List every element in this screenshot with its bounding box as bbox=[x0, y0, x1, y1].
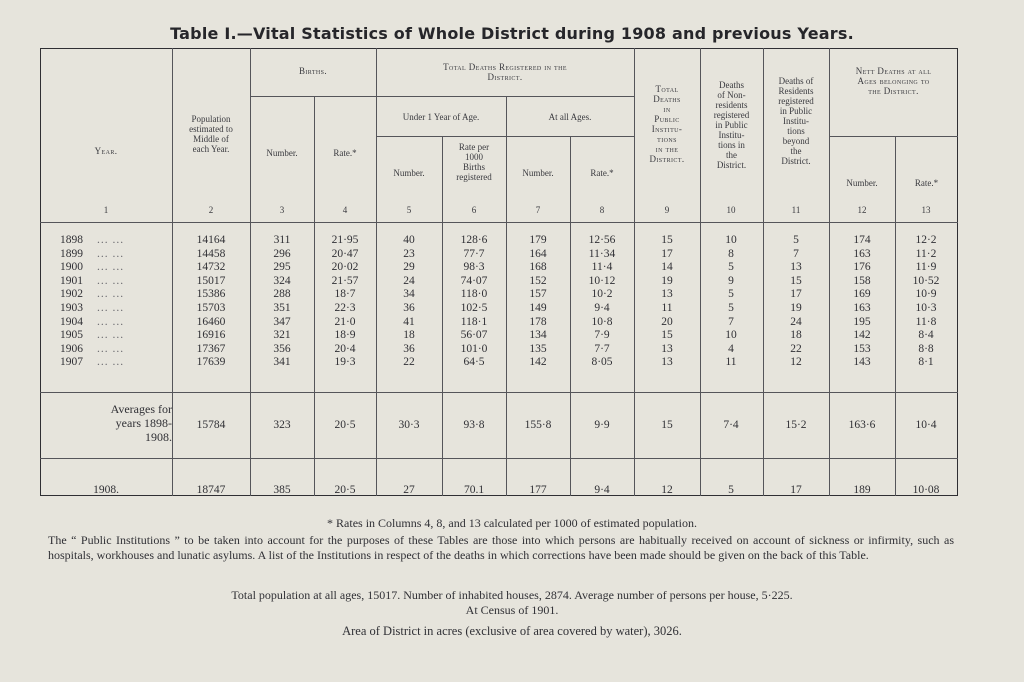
rule-h-births bbox=[250, 96, 376, 97]
table-cell: 164 bbox=[529, 247, 547, 260]
area-line: Area of District in acres (exclusive of area covered by water), 3026. bbox=[342, 624, 682, 638]
table-cell: 149 bbox=[529, 302, 547, 314]
rule-h-nett bbox=[829, 136, 958, 137]
table-cell: 11·34 bbox=[588, 247, 616, 260]
column-number: 9 bbox=[664, 205, 670, 215]
row-year-value: 1899 bbox=[60, 247, 83, 260]
header-non-residents: Deaths of Non- residents registered in Public Institu- tions in the District. bbox=[713, 80, 750, 170]
row-year-value: 1904 bbox=[60, 315, 83, 328]
row-year-value: 1903 bbox=[60, 302, 83, 314]
table-cell: 15 bbox=[790, 274, 802, 287]
column-number: 2 bbox=[208, 205, 214, 215]
table-cell: 18 bbox=[790, 329, 802, 342]
table-cell: 36 bbox=[403, 342, 415, 355]
table-cell: 15 bbox=[661, 234, 673, 246]
rule-h-averages bbox=[40, 392, 958, 393]
column-number: 13 bbox=[921, 205, 931, 215]
table-cell: 10·52 bbox=[912, 274, 940, 287]
table-cell: 21·0 bbox=[334, 315, 356, 328]
current-year-cell: 12 bbox=[661, 484, 673, 496]
table-cell: 9 bbox=[728, 274, 734, 287]
table-cell: 29 bbox=[403, 261, 415, 274]
current-year-cell: 18747 bbox=[196, 484, 226, 496]
table-cell: 11 bbox=[725, 356, 737, 369]
table-cell: 7 bbox=[728, 315, 734, 328]
table-cell: 56·07 bbox=[460, 329, 488, 342]
table-cell: 13 bbox=[661, 342, 673, 355]
averages-cell: 10·4 bbox=[915, 419, 937, 431]
current-year-cell: 17 bbox=[790, 484, 802, 496]
table-cell: 11·9 bbox=[915, 261, 937, 274]
table-cell: 118·0 bbox=[460, 288, 488, 301]
leader-dots: ... ... bbox=[97, 261, 125, 274]
institutions-paragraph: The “ Public Institutions ” to be taken into account for the purposes of these Tables are those into which persons are habitually received on account of sickness or infirmity, such as hospitals, workhouses and lunatic asylums. A list of the Institutions in respect of the deaths in which corrections have been made should be given on the back of this Table. bbox=[48, 533, 954, 562]
table-cell: 19 bbox=[661, 274, 673, 287]
column-number: 4 bbox=[342, 205, 348, 215]
table-cell: 7·9 bbox=[594, 329, 610, 342]
table-cell: 321 bbox=[273, 329, 291, 342]
table-cell: 7·7 bbox=[594, 342, 610, 355]
table-cell: 7 bbox=[793, 247, 799, 260]
table-cell: 101·0 bbox=[460, 342, 488, 355]
table-cell: 13 bbox=[661, 356, 673, 369]
table-cell: 21·57 bbox=[331, 274, 359, 287]
averages-label: Averages for years 1898- 1908. bbox=[110, 402, 172, 444]
column-number: 8 bbox=[599, 205, 605, 215]
leader-dots: ... ... bbox=[97, 274, 125, 287]
averages-cell: 15 bbox=[661, 419, 673, 431]
column-number: 7 bbox=[535, 205, 541, 215]
population-line: Total population at all ages, 15017. Number of inhabited houses, 2874. Average number of persons per house, 5·225. bbox=[231, 588, 793, 602]
table-cell: 179 bbox=[529, 234, 547, 246]
column-number: 6 bbox=[471, 205, 477, 215]
column-number: 11 bbox=[791, 205, 801, 215]
column-number: 10 bbox=[726, 205, 736, 215]
table-cell: 12·56 bbox=[588, 234, 616, 246]
leader-dots: ... ... bbox=[97, 315, 125, 328]
column-number: 5 bbox=[406, 205, 412, 215]
table-cell: 40 bbox=[403, 234, 415, 246]
table-cell: 169 bbox=[853, 288, 871, 301]
rule-h-current bbox=[40, 458, 958, 459]
row-year-value: 1900 bbox=[60, 261, 83, 274]
header-year: Year. bbox=[94, 146, 118, 156]
table-cell: 19 bbox=[790, 302, 802, 314]
table-cell: 163 bbox=[853, 302, 871, 314]
header-under1: Under 1 Year of Age. bbox=[402, 112, 480, 122]
row-year bbox=[60, 356, 124, 368]
table-cell: 14164 bbox=[196, 234, 226, 246]
current-year-cell: 9·4 bbox=[594, 484, 610, 496]
table-cell: 174 bbox=[853, 234, 871, 246]
table-cell: 22 bbox=[790, 342, 802, 355]
table-cell: 163 bbox=[853, 247, 871, 260]
table-cell: 13 bbox=[790, 261, 802, 274]
table-cell: 98·3 bbox=[463, 261, 485, 274]
table-cell: 8·4 bbox=[918, 329, 934, 342]
table-cell: 14458 bbox=[196, 247, 226, 260]
averages-cell: 323 bbox=[273, 419, 291, 431]
current-year-cell: 70.1 bbox=[463, 484, 485, 496]
table-cell: 64·5 bbox=[463, 356, 485, 369]
table-cell: 19·3 bbox=[334, 356, 356, 369]
table-cell: 16460 bbox=[196, 315, 226, 328]
header-births-number: Number. bbox=[266, 148, 298, 158]
header-nett-rate: Rate.* bbox=[914, 178, 939, 188]
leader-dots: ... ... bbox=[97, 342, 125, 355]
table-cell: 9·4 bbox=[594, 302, 610, 314]
table-cell: 14 bbox=[661, 261, 673, 274]
row-year bbox=[60, 234, 124, 246]
table-cell: 5 bbox=[728, 261, 734, 274]
table-cell: 17 bbox=[790, 288, 802, 301]
table-cell: 24 bbox=[790, 315, 802, 328]
table-cell: 4 bbox=[728, 342, 734, 355]
table-cell: 10·9 bbox=[915, 288, 937, 301]
table-cell: 195 bbox=[853, 315, 871, 328]
row-year-value: 1898 bbox=[60, 234, 83, 246]
table-cell: 17367 bbox=[196, 342, 226, 355]
row-year-value: 1905 bbox=[60, 329, 83, 342]
census-line: At Census of 1901. bbox=[465, 603, 559, 617]
current-year-cell: 10·08 bbox=[912, 484, 940, 496]
leader-dots: ... ... bbox=[97, 329, 125, 342]
row-year bbox=[60, 288, 124, 300]
table-cell: 356 bbox=[273, 342, 291, 355]
header-total-deaths: Total Deaths Registered in the District. bbox=[443, 62, 567, 82]
row-year-value: 1901 bbox=[60, 274, 83, 287]
averages-cell: 93·8 bbox=[463, 419, 485, 431]
table-cell: 10 bbox=[725, 329, 737, 342]
current-year-cell: 20·5 bbox=[334, 484, 356, 496]
column-number: 12 bbox=[857, 205, 867, 215]
row-year bbox=[60, 302, 124, 314]
header-public-institutions: Total Deaths in Public Institu- tions in the District. bbox=[649, 84, 685, 164]
table-cell: 24 bbox=[403, 274, 415, 287]
averages-cell: 15784 bbox=[196, 419, 226, 431]
table-cell: 288 bbox=[273, 288, 291, 301]
table-cell: 15386 bbox=[196, 288, 226, 301]
table-cell: 22·3 bbox=[334, 302, 356, 314]
rule-h-deaths bbox=[376, 96, 634, 97]
column-number: 1 bbox=[103, 205, 109, 215]
row-year-value: 1907 bbox=[60, 356, 83, 369]
table-cell: 16916 bbox=[196, 329, 226, 342]
table-cell: 18 bbox=[403, 329, 415, 342]
table-cell: 157 bbox=[529, 288, 547, 301]
leader-dots: ... ... bbox=[97, 288, 125, 301]
leader-dots: ... ... bbox=[97, 247, 125, 260]
leader-dots: ... ... bbox=[97, 234, 125, 246]
table-cell: 10·8 bbox=[591, 315, 613, 328]
row-year-value: 1906 bbox=[60, 342, 83, 355]
table-cell: 178 bbox=[529, 315, 547, 328]
table-cell: 10·12 bbox=[588, 274, 616, 287]
table-cell: 158 bbox=[853, 274, 871, 287]
table-cell: 351 bbox=[273, 302, 291, 314]
header-under1-number: Number. bbox=[393, 168, 425, 178]
table-cell: 10·3 bbox=[915, 302, 937, 314]
table-cell: 15017 bbox=[196, 274, 226, 287]
header-all-number: Number. bbox=[522, 168, 554, 178]
rule-h-deaths-sub bbox=[376, 136, 634, 137]
row-year bbox=[60, 275, 124, 287]
table-cell: 12·2 bbox=[915, 234, 937, 246]
rule-v-col1 bbox=[172, 48, 173, 496]
table-cell: 11·8 bbox=[915, 315, 937, 328]
header-population: Population estimated to Middle of each Year. bbox=[189, 114, 233, 154]
averages-cell: 15·2 bbox=[785, 419, 807, 431]
averages-cell: 9·9 bbox=[594, 419, 610, 431]
table-cell: 8·1 bbox=[918, 356, 934, 369]
table-cell: 20 bbox=[661, 315, 673, 328]
header-under1-rate: Rate per 1000 Births registered bbox=[456, 142, 492, 182]
table-cell: 296 bbox=[273, 247, 291, 260]
table-cell: 77·7 bbox=[463, 247, 485, 260]
header-births-rate: Rate.* bbox=[333, 148, 357, 158]
table-cell: 13 bbox=[661, 288, 673, 301]
header-births: Births. bbox=[298, 66, 328, 76]
table-cell: 152 bbox=[529, 274, 547, 287]
table-cell: 135 bbox=[529, 342, 547, 355]
table-cell: 34 bbox=[403, 288, 415, 301]
leader-dots: ... ... bbox=[97, 302, 125, 314]
table-cell: 41 bbox=[403, 315, 415, 328]
table-cell: 5 bbox=[728, 288, 734, 301]
table-cell: 17639 bbox=[196, 356, 226, 369]
table-cell: 8 bbox=[728, 247, 734, 260]
table-cell: 168 bbox=[529, 261, 547, 274]
table-cell: 18·9 bbox=[334, 329, 356, 342]
table-cell: 5 bbox=[793, 234, 799, 246]
footnote: * Rates in Columns 4, 8, and 13 calculated per 1000 of estimated population. bbox=[327, 516, 697, 530]
table-cell: 14732 bbox=[196, 261, 226, 274]
row-year bbox=[60, 329, 124, 341]
table-cell: 20·02 bbox=[331, 261, 359, 274]
table-cell: 11·2 bbox=[915, 247, 937, 260]
averages-cell: 20·5 bbox=[334, 419, 356, 431]
table-cell: 134 bbox=[529, 329, 547, 342]
header-all-rate: Rate.* bbox=[590, 168, 614, 178]
averages-cell: 7·4 bbox=[723, 419, 739, 431]
header-nett-number: Number. bbox=[846, 178, 878, 188]
table-cell: 5 bbox=[728, 302, 734, 314]
header-allages: At all Ages. bbox=[548, 112, 592, 122]
table-cell: 128·6 bbox=[460, 234, 488, 246]
table-cell: 74·07 bbox=[460, 274, 488, 287]
table-cell: 20·4 bbox=[334, 342, 356, 355]
table-cell: 18·7 bbox=[334, 288, 356, 301]
table-cell: 8·8 bbox=[918, 342, 934, 355]
table-cell: 341 bbox=[273, 356, 291, 369]
table-cell: 12 bbox=[790, 356, 802, 369]
table-cell: 15703 bbox=[196, 302, 226, 314]
table-cell: 311 bbox=[273, 234, 291, 246]
table-cell: 20·47 bbox=[331, 247, 359, 260]
table-cell: 324 bbox=[273, 274, 291, 287]
row-year bbox=[60, 343, 124, 355]
row-year bbox=[60, 316, 124, 328]
table-cell: 142 bbox=[529, 356, 547, 369]
table-cell: 142 bbox=[853, 329, 871, 342]
table-cell: 11 bbox=[661, 302, 673, 314]
current-year-cell: 27 bbox=[403, 484, 415, 496]
current-year-cell: 5 bbox=[728, 484, 734, 496]
header-nett-deaths: Nett Deaths at all Ages belonging to the District. bbox=[855, 66, 932, 96]
row-year bbox=[60, 261, 124, 273]
table-title: Table I.—Vital Statistics of Whole District during 1908 and previous Years. bbox=[170, 24, 854, 43]
table-cell: 153 bbox=[853, 342, 871, 355]
table-cell: 11·4 bbox=[591, 261, 613, 274]
current-year-cell: 385 bbox=[273, 484, 291, 496]
table-cell: 22 bbox=[403, 356, 415, 369]
table-cell: 10·2 bbox=[591, 288, 613, 301]
row-year-value: 1902 bbox=[60, 288, 83, 301]
rule-h-colnums bbox=[40, 222, 958, 223]
header-residents-beyond: Deaths of Residents registered in Public Institu- tions beyond the District. bbox=[778, 76, 814, 166]
table-cell: 102·5 bbox=[460, 302, 488, 314]
current-year: 1908. bbox=[93, 484, 119, 496]
table-cell: 176 bbox=[853, 261, 871, 274]
table-cell: 347 bbox=[273, 315, 291, 328]
current-year-cell: 177 bbox=[529, 484, 547, 496]
table-cell: 118·1 bbox=[460, 315, 488, 328]
table-cell: 23 bbox=[403, 247, 415, 260]
row-year bbox=[60, 248, 124, 260]
current-year-cell: 189 bbox=[853, 484, 871, 496]
column-number: 3 bbox=[279, 205, 285, 215]
table-cell: 17 bbox=[661, 247, 673, 260]
table-cell: 36 bbox=[403, 302, 415, 314]
leader-dots: ... ... bbox=[97, 356, 125, 369]
table-cell: 15 bbox=[661, 329, 673, 342]
table-cell: 295 bbox=[273, 261, 291, 274]
averages-cell: 163·6 bbox=[848, 419, 876, 431]
table-cell: 8·05 bbox=[591, 356, 613, 369]
table-cell: 143 bbox=[853, 356, 871, 369]
table-cell: 21·95 bbox=[331, 234, 359, 246]
table-cell: 10 bbox=[725, 234, 737, 246]
averages-cell: 155·8 bbox=[524, 419, 552, 431]
averages-cell: 30·3 bbox=[398, 419, 420, 431]
